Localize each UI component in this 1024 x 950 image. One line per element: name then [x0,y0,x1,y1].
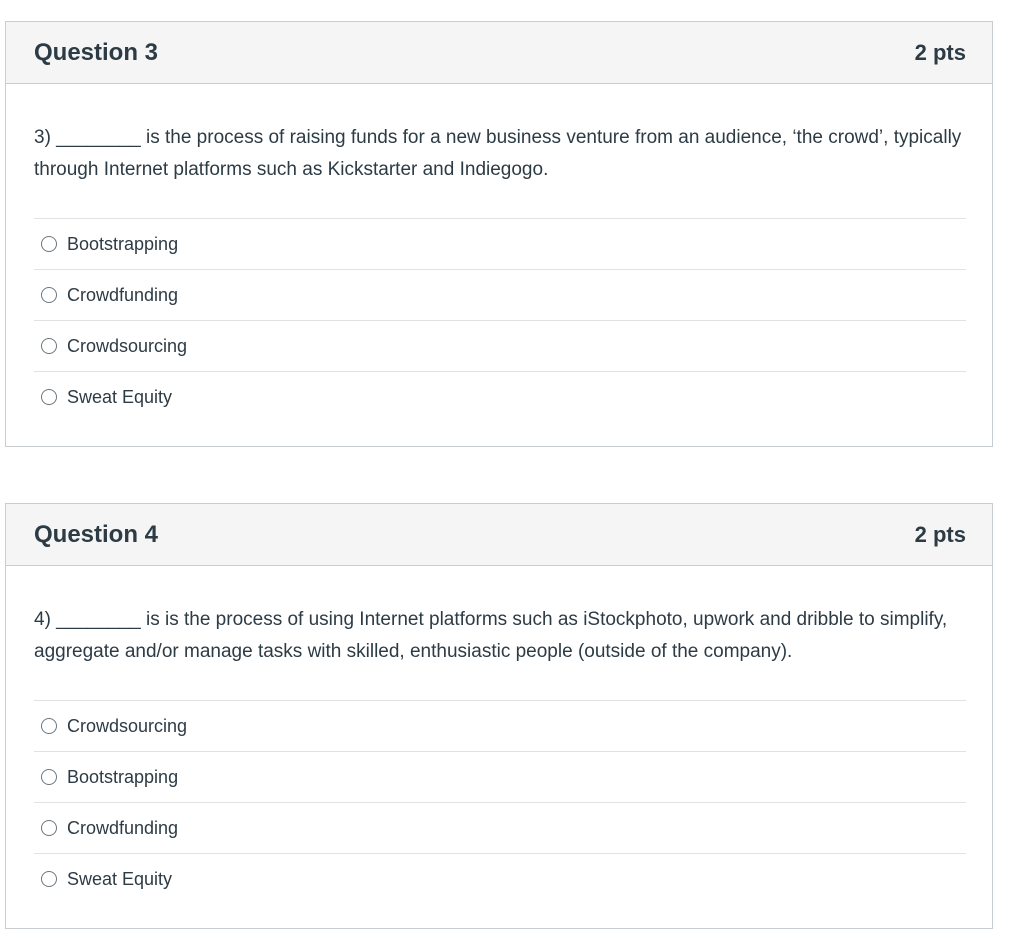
answer-option[interactable] [34,321,966,372]
answer-label: Crowdfunding [67,284,179,305]
question-header [6,504,992,566]
radio-button[interactable] [41,287,57,303]
question-points: 2 pts [914,521,966,547]
answer-label: Bootstrapping [67,766,179,787]
answer-option[interactable] [34,372,966,422]
answer-label: Crowdfunding [67,817,179,838]
answer-list [34,700,966,904]
answer-label: Crowdsourcing [67,335,188,356]
answer-label: Bootstrapping [67,233,179,254]
answer-option[interactable] [34,701,966,752]
question-body [6,84,992,422]
answer-label: Crowdsourcing [67,715,188,736]
answer-option[interactable] [34,219,966,270]
question-title: Question 4 [34,520,159,548]
question-header [6,22,992,84]
question-4-card [5,503,993,929]
answer-option[interactable] [34,752,966,803]
radio-button[interactable] [41,769,57,785]
radio-button[interactable] [41,718,57,734]
question-text: 3) ________ is the process of raising funds for a new business venture from an audience, ‘the crowd’, typically through Internet platforms such as Kickstarter and Indiegogo. [34,127,962,180]
answer-label: Sweat Equity [67,386,173,407]
radio-button[interactable] [41,236,57,252]
question-points: 2 pts [914,39,966,65]
answer-list [34,218,966,422]
answer-label: Sweat Equity [67,868,173,889]
radio-button[interactable] [41,820,57,836]
question-text: 4) ________ is is the process of using Internet platforms such as iStockphoto, upwork and dribble to simplify, aggregate and/or manage tasks with skilled, enthusiastic people (outside of the company). [34,609,948,662]
answer-option[interactable] [34,803,966,854]
question-title: Question 3 [34,38,159,66]
radio-button[interactable] [41,871,57,887]
answer-option[interactable] [34,854,966,904]
radio-button[interactable] [41,389,57,405]
question-body [6,566,992,904]
radio-button[interactable] [41,338,57,354]
question-3-card [5,21,993,447]
answer-option[interactable] [34,270,966,321]
